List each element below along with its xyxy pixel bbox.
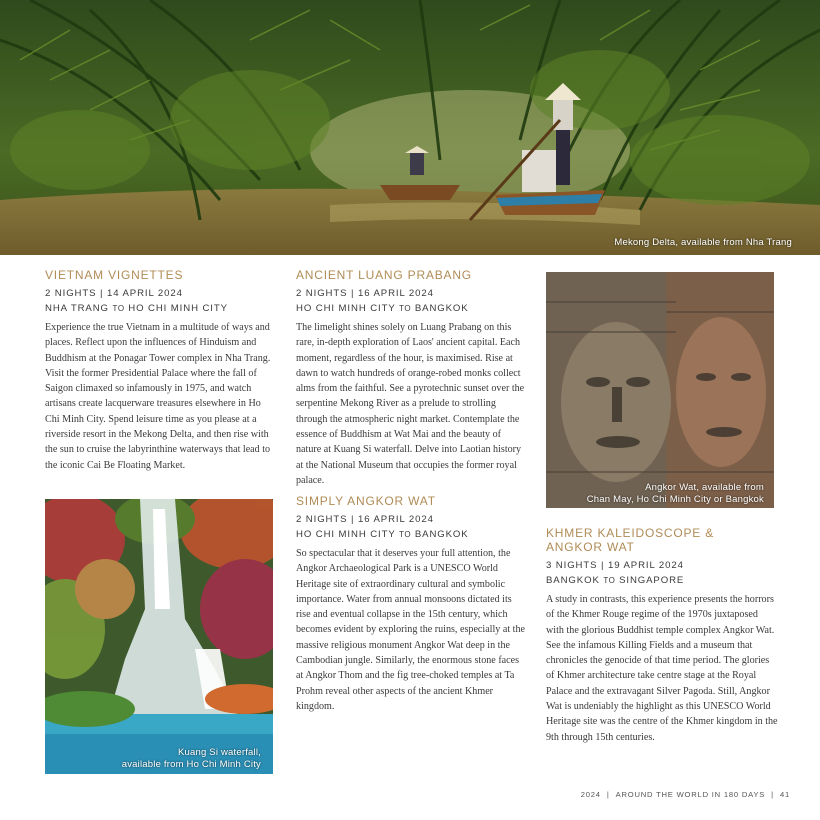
section-title: KHMER KALEIDOSCOPE & ANGKOR WAT xyxy=(546,526,715,554)
section-body: A study in contrasts, this experience presents the horrors of the Khmer Rouge regime of the 1970s juxtaposed with the glorious Buddhist temple complex Angkor Wat. See the infamous Killing Fields and a museum that chronicles the genocide of that time period. The glories of Khmer architecture take centre stage at the Royal Palace and the extravagant Silver Pagoda. Still, Angkor Wat is undeniably the highlight as this UNESCO World Heritage site was the centre of the Khmer kingdom in the 9th through 15th centuries. xyxy=(546,594,778,743)
footer-publication: AROUND THE WORLD IN 180 DAYS xyxy=(615,790,766,799)
route-from: NHA TRANG xyxy=(45,303,109,314)
route-to-word: TO xyxy=(112,304,125,313)
trip-duration: 2 NIGHTS | 16 APRIL 2024 xyxy=(296,288,434,299)
section-body: Experience the true Vietnam in a multitude of ways and places. Reflect upon the influences of Hinduism and Buddhism at the Ponagar Tower complex in Nha Trang. Visit the former Presidential Palace where the fall of Saigon climaxed so infamously in 1975, and watch artisans create lacquerware treasures elsewhere in Ho Chi Minh City. Spend leisure time as you please at a riverside resort in the Mekong Delta, and then rise with the sun to cruise the labyrinthine waterways that lead to the iconic Cai Be Floating Market. xyxy=(45,322,271,471)
section-title: ANCIENT LUANG PRABANG xyxy=(296,268,472,282)
waterfall-photo xyxy=(45,499,273,774)
trip-route xyxy=(546,573,778,588)
trip-duration: 2 NIGHTS | 14 APRIL 2024 xyxy=(45,288,183,299)
route-to: BANGKOK xyxy=(414,529,469,540)
section-ancient-luang-prabang xyxy=(296,268,528,488)
section-title: SIMPLY ANGKOR WAT xyxy=(296,494,436,508)
section-khmer-kaleidoscope xyxy=(546,526,778,745)
angkor-caption-line1: Angkor Wat, available from xyxy=(645,482,764,493)
route-to-word: TO xyxy=(603,576,616,585)
page-number: 41 xyxy=(779,790,790,799)
photo-kuang-si-waterfall xyxy=(45,499,273,774)
footer-year: 2024 xyxy=(580,790,601,799)
angkor-caption xyxy=(587,482,764,506)
page-footer: 2024 | AROUND THE WORLD IN 180 DAYS | 41 xyxy=(580,790,790,799)
section-body: The limelight shines solely on Luang Prabang on this rare, in-depth exploration of Laos' ancient capital. Each moment, regardless of the hour, is maximised. Rise at dawn to watch hundreds of orange-robed monks collect alms from the faithful. See a pyrotechnic sunset over the serpentine Mekong River as a prelude to strolling through the atmospheric night market. Contemplate the essence of Buddhism at Wat Mai and the beauty of nature at Kuang Si waterfall. Delve into Laotian history at the National Museum that occupies the former royal palace. xyxy=(296,322,525,486)
route-from: BANGKOK xyxy=(546,575,600,586)
route-to-word: TO xyxy=(399,304,412,313)
section-vietnam-vignettes xyxy=(45,268,277,473)
waterfall-caption-line2: available from Ho Chi Minh City xyxy=(121,759,261,770)
trip-duration: 3 NIGHTS | 19 APRIL 2024 xyxy=(546,560,684,571)
angkor-caption-line2: Chan May, Ho Chi Minh City or Bangkok xyxy=(586,494,764,505)
trip-route xyxy=(296,527,528,542)
trip-route xyxy=(45,301,277,316)
mekong-delta-photo xyxy=(0,0,820,255)
photo-angkor-wat xyxy=(546,272,774,508)
hero-caption: Mekong Delta, available from Nha Trang xyxy=(614,237,792,248)
trip-route xyxy=(296,301,528,316)
route-from: HO CHI MINH CITY xyxy=(296,529,396,540)
route-to: BANGKOK xyxy=(414,303,469,314)
section-body: So spectacular that it deserves your full attention, the Angkor Archaeological Park is a UNESCO World Heritage site of extraordinary cultural and symbolic importance. Water from annual monsoons dictated its rise and eventual collapse in the 15th century, which becomes evident by exploring the ruins, especially at the massive religious monument Angkor Wat deep in the Cambodian jungle. Similarly, the enormous stone faces at Angkor Thom and the fig tree-choked temples at Ta Prohm reveal other aspects of the ancient Khmer kingdom. xyxy=(296,548,526,712)
hero-photo-mekong-delta xyxy=(0,0,820,255)
section-simply-angkor-wat xyxy=(296,494,528,714)
section-title: VIETNAM VIGNETTES xyxy=(45,268,184,282)
route-to: SINGAPORE xyxy=(619,575,685,586)
trip-duration: 2 NIGHTS | 16 APRIL 2024 xyxy=(296,514,434,525)
route-to-word: TO xyxy=(399,530,412,539)
route-to: HO CHI MINH CITY xyxy=(128,303,228,314)
waterfall-caption xyxy=(122,747,261,771)
waterfall-caption-line1: Kuang Si waterfall, xyxy=(177,747,261,758)
angkor-face-photo xyxy=(546,272,774,508)
route-from: HO CHI MINH CITY xyxy=(296,303,396,314)
